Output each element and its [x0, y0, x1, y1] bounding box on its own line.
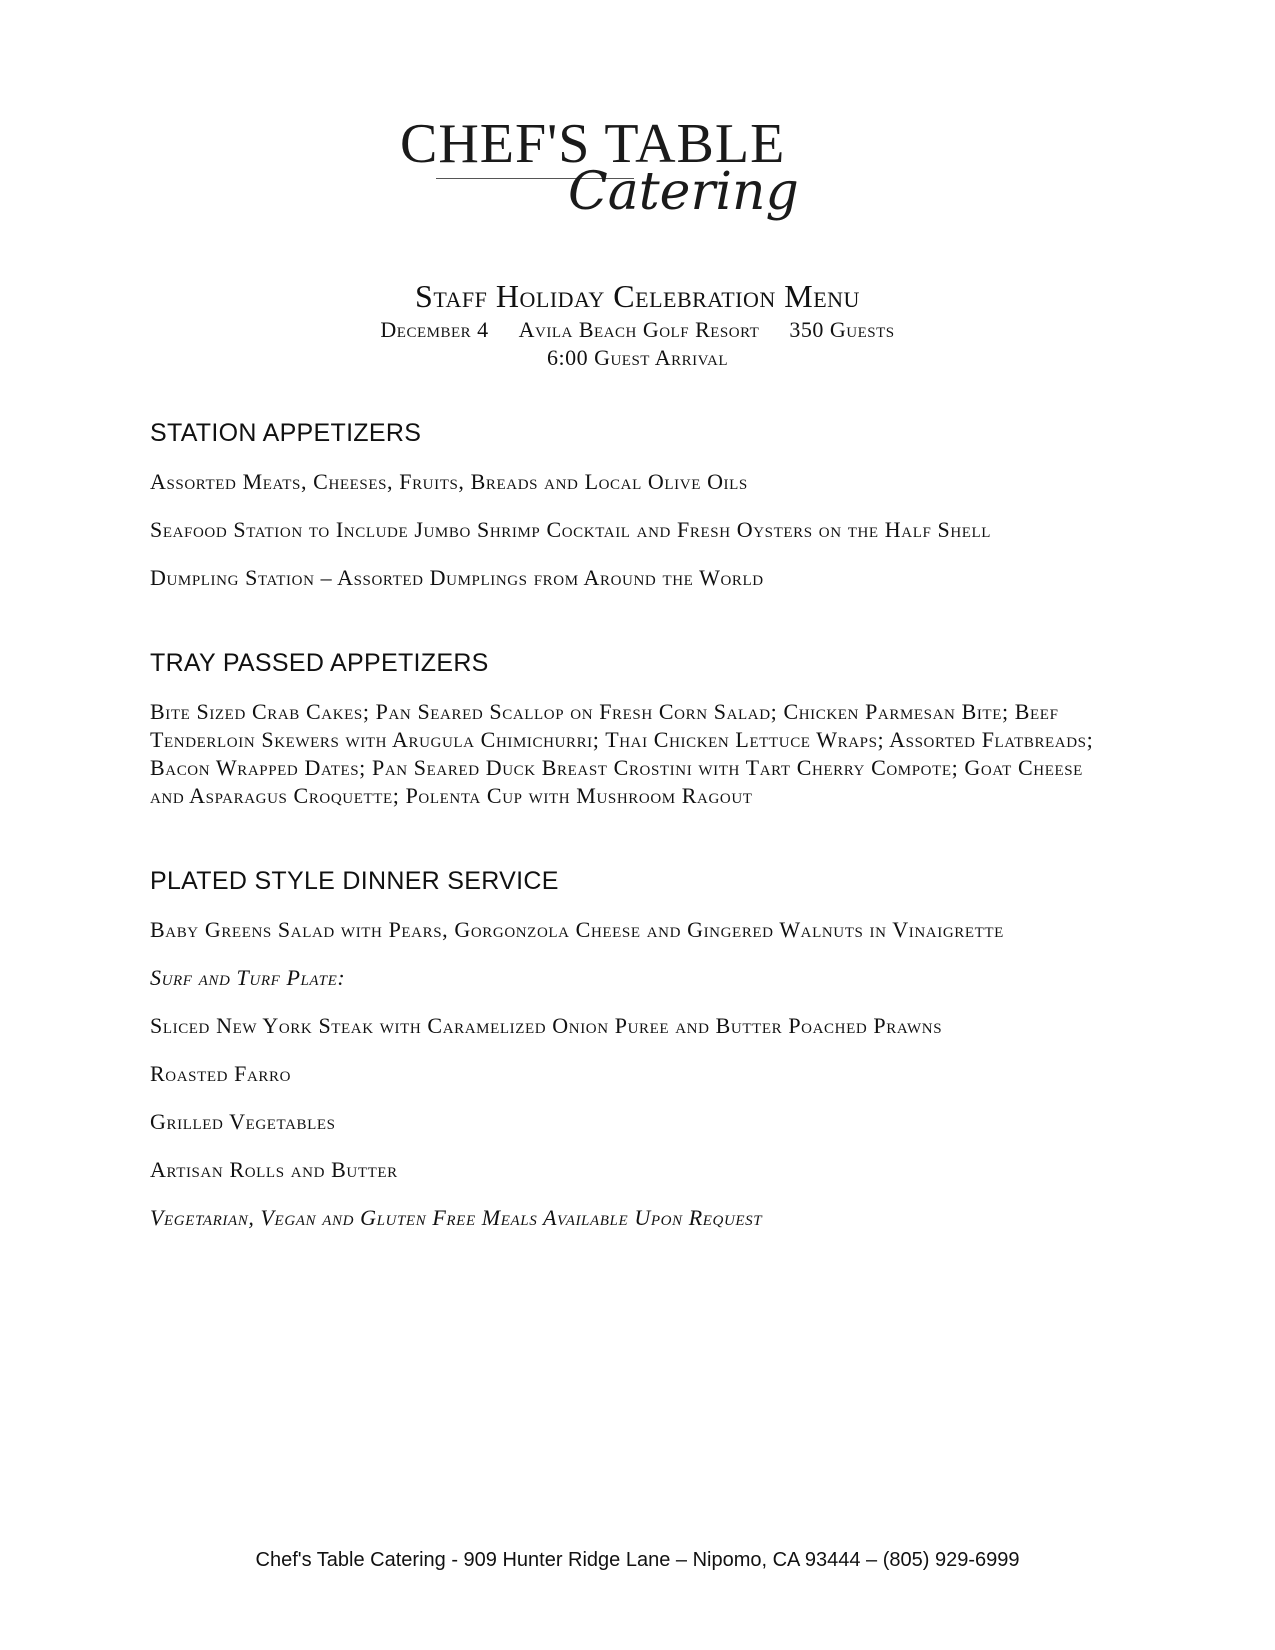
- section-heading: TRAY PASSED APPETIZERS: [150, 649, 489, 677]
- menu-item: Sliced New York Steak with Caramelized Onion Puree and Butter Poached Prawns: [150, 1013, 943, 1038]
- menu-item: Bite Sized Crab Cakes; Pan Seared Scallop on Fresh Corn Salad; Chicken Parmesan Bite; Beef Tenderloin Skewers with Arugula Chimichurri; Thai Chicken Lettuce Wraps; Assorted Flatbreads; Bacon Wrapped Dates; Pan Seared Duck Breast Crostini with Tart Cherry Compote; Goat Cheese and Asparagus Croquette; Polenta Cup with Mushroom Ragout: [150, 699, 1094, 808]
- footer-contact: Chef's Table Catering - 909 Hunter Ridge Lane – Nipomo, CA 93444 – (805) 929-6999: [255, 1549, 1020, 1571]
- section-station-appetizers: [150, 418, 1120, 592]
- menu-item: Dumpling Station – Assorted Dumplings from Around the World: [150, 565, 764, 590]
- menu-subheading: Surf and Turf Plate:: [150, 965, 346, 990]
- company-logo: [400, 108, 820, 238]
- event-guests: 350 Guests: [789, 317, 895, 342]
- menu-item: Baby Greens Salad with Pears, Gorgonzola Cheese and Gingered Walnuts in Vinaigrette: [150, 917, 1004, 942]
- section-plated-dinner: [150, 866, 1120, 1232]
- menu-item: Grilled Vegetables: [150, 1109, 336, 1134]
- section-heading: PLATED STYLE DINNER SERVICE: [150, 867, 559, 895]
- section-tray-passed-appetizers: [150, 648, 1120, 810]
- arrival-time: 6:00 Guest Arrival: [546, 345, 729, 370]
- dietary-note: Vegetarian, Vegan and Gluten Free Meals Available Upon Request: [150, 1205, 763, 1230]
- menu-item: Artisan Rolls and Butter: [150, 1157, 398, 1182]
- menu-title: Staff Holiday Celebration Menu: [415, 278, 860, 314]
- menu-item: Roasted Farro: [150, 1061, 292, 1086]
- event-venue: Avila Beach Golf Resort: [518, 317, 760, 342]
- menu-item: Assorted Meats, Cheeses, Fruits, Breads and Local Olive Oils: [150, 469, 748, 494]
- logo-wordmark: CHEF'S TABLE: [400, 113, 786, 175]
- menu-item: Seafood Station to Include Jumbo Shrimp Cocktail and Fresh Oysters on the Half Shell: [150, 517, 992, 542]
- event-date: December 4: [380, 317, 489, 342]
- logo-script: Catering: [568, 162, 799, 222]
- event-details: [0, 316, 1275, 344]
- menu-body: [150, 418, 1120, 1288]
- section-heading: STATION APPETIZERS: [150, 419, 422, 447]
